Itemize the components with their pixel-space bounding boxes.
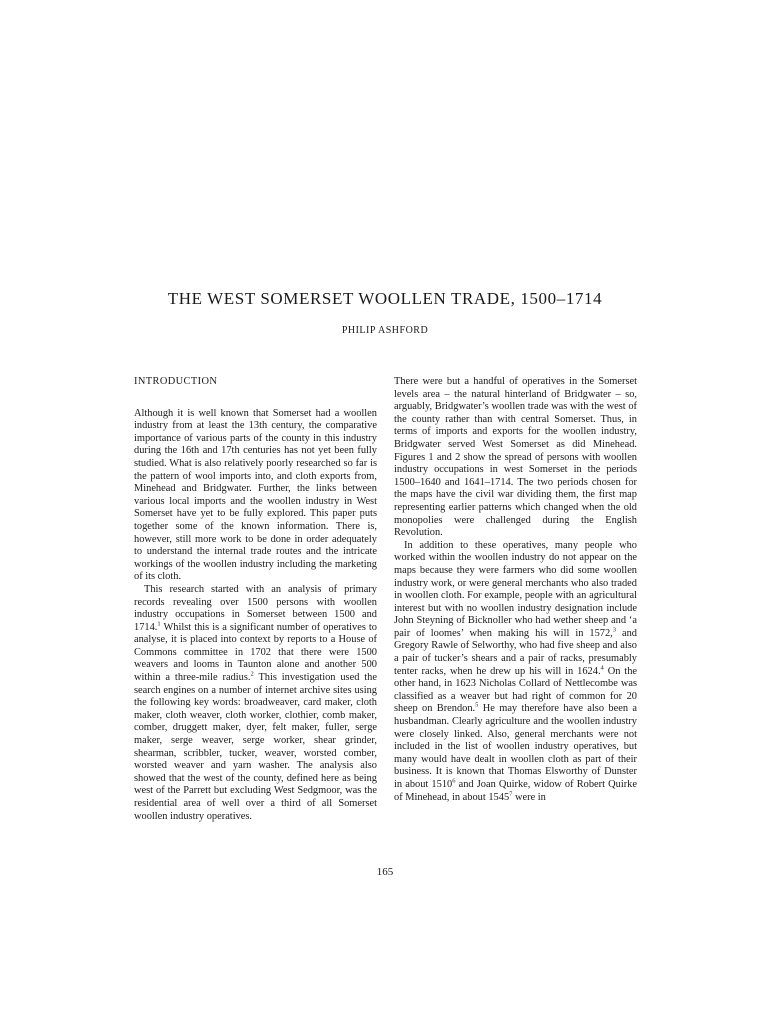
text-run: This research started with an analysis of primary records revealing over 1500 persons with woollen industry occupations in Somerset between 1500 and 1714. <box>134 583 377 633</box>
footnote-marker: 1 <box>157 620 161 628</box>
article-author: PHILIP ASHFORD <box>341 325 429 336</box>
footnote-marker: 7 <box>509 790 513 798</box>
text-run: On the other hand, in 1623 Nicholas Collard of Nettlecombe was classified as a weaver but had right of common for 20 sheep on Brendon. <box>394 665 637 715</box>
right-column <box>394 376 637 804</box>
footnote-marker: 2 <box>250 670 254 678</box>
text-run: and Joan Quirke, widow of Robert Quirke of Minehead, in about 1545 <box>394 779 637 803</box>
text-run: This investigation used the search engines on a number of internet archive sites using the following key words: broadweaver, card maker, cloth maker, cloth weaver, cloth worker, clothier, comb maker, comber, druggett maker, dyer, felt maker, fuller, serge maker, serge weaver, serge worker, shear grinder, shearman, scribbler, tucker, weaver, worsted comber, worsted weaver and yarn washer. The analysis also showed that the west of the county, defined here as being west of the Parrett but excluding West Sedgmoor, was the residential area of well over a third of all Somerset woollen industry operatives. <box>134 672 377 822</box>
text-run: He may therefore have also been a husbandman. Clearly agriculture and the woollen industry were closely linked. Also, general merchants were not included in the list of woollen industry operatives, but many would have dealt in woollen cloth as part of their business. It is known that Thomas Elsworthy of Dunster in about 1510 <box>394 703 637 790</box>
text-run: and Gregory Rawle of Selworthy, who had five sheep and also a pair of tucker’s shears and a pair of racks, presumably tenter racks, when he drew up his will in 1624. <box>394 627 637 677</box>
paragraph <box>134 584 377 823</box>
footnote-marker: 4 <box>600 664 604 672</box>
left-column <box>134 376 377 823</box>
section-heading: INTRODUCTION <box>134 376 218 387</box>
footnote-marker: 5 <box>475 701 479 709</box>
page-number: 165 <box>376 866 394 878</box>
footnote-marker: 3 <box>612 626 617 634</box>
text-run: In addition to these operatives, many people who worked within the woollen industry do not appear on the maps because they were farmers who did some woollen industry work, or were general merchants who also traded in woollen cloth. For example, people with an agricultural interest but with no woollen industry designation include John Steyning of Bicknoller who had wether sheep and ‘a pair of loomes’ when making his will in 1572, <box>394 539 637 639</box>
paragraph: There were but a handful of operatives in the Somerset levels area – the natural hinterland of Bridgwater – so, arguably, Bridgwater’s woollen trade was with the west of the county rather than with central Somerset. Thus, in terms of imports and exports for the woollen industry, Bridgwater served West Somerset as did Minehead. Figures 1 and 2 show the spread of persons with woollen industry occupations in west Somerset in the periods 1500–1640 and 1641–1714. The two periods chosen for the maps have the civil war dividing them, the first map representing earlier patterns which changed when the old monopolies were challenged during the English Revolution. <box>394 376 637 539</box>
article-title: THE WEST SOMERSET WOOLLEN TRADE, 1500–1714 <box>167 289 603 308</box>
footnote-marker: 6 <box>452 777 456 785</box>
text-run: Whilst this is a significant number of operatives to analyse, it is placed into context by reports to a House of Commons committee in 1702 that there were 1500 weavers and looms in Taunton alone and another 500 within a three-mile radius. <box>134 621 377 684</box>
text-run: were in <box>512 791 546 803</box>
paragraph: Although it is well known that Somerset had a woollen industry from at least the 13th century, the comparative importance of various parts of the county in this industry during the 16th and 17th centuries has not yet been fully studied. What is also relatively poorly researched so far is the pattern of wool imports into, and cloth exports from, Minehead and Bridgwater. Further, the links between various local imports and the woollen industry in West Somerset have yet to be fully explored. This paper puts together some of the known information. There is, however, still more work to be done in order adequately to understand the internal trade routes and the intricate workings of the woollen industry including the marketing of its cloth. <box>134 407 377 583</box>
paragraph <box>394 540 637 804</box>
